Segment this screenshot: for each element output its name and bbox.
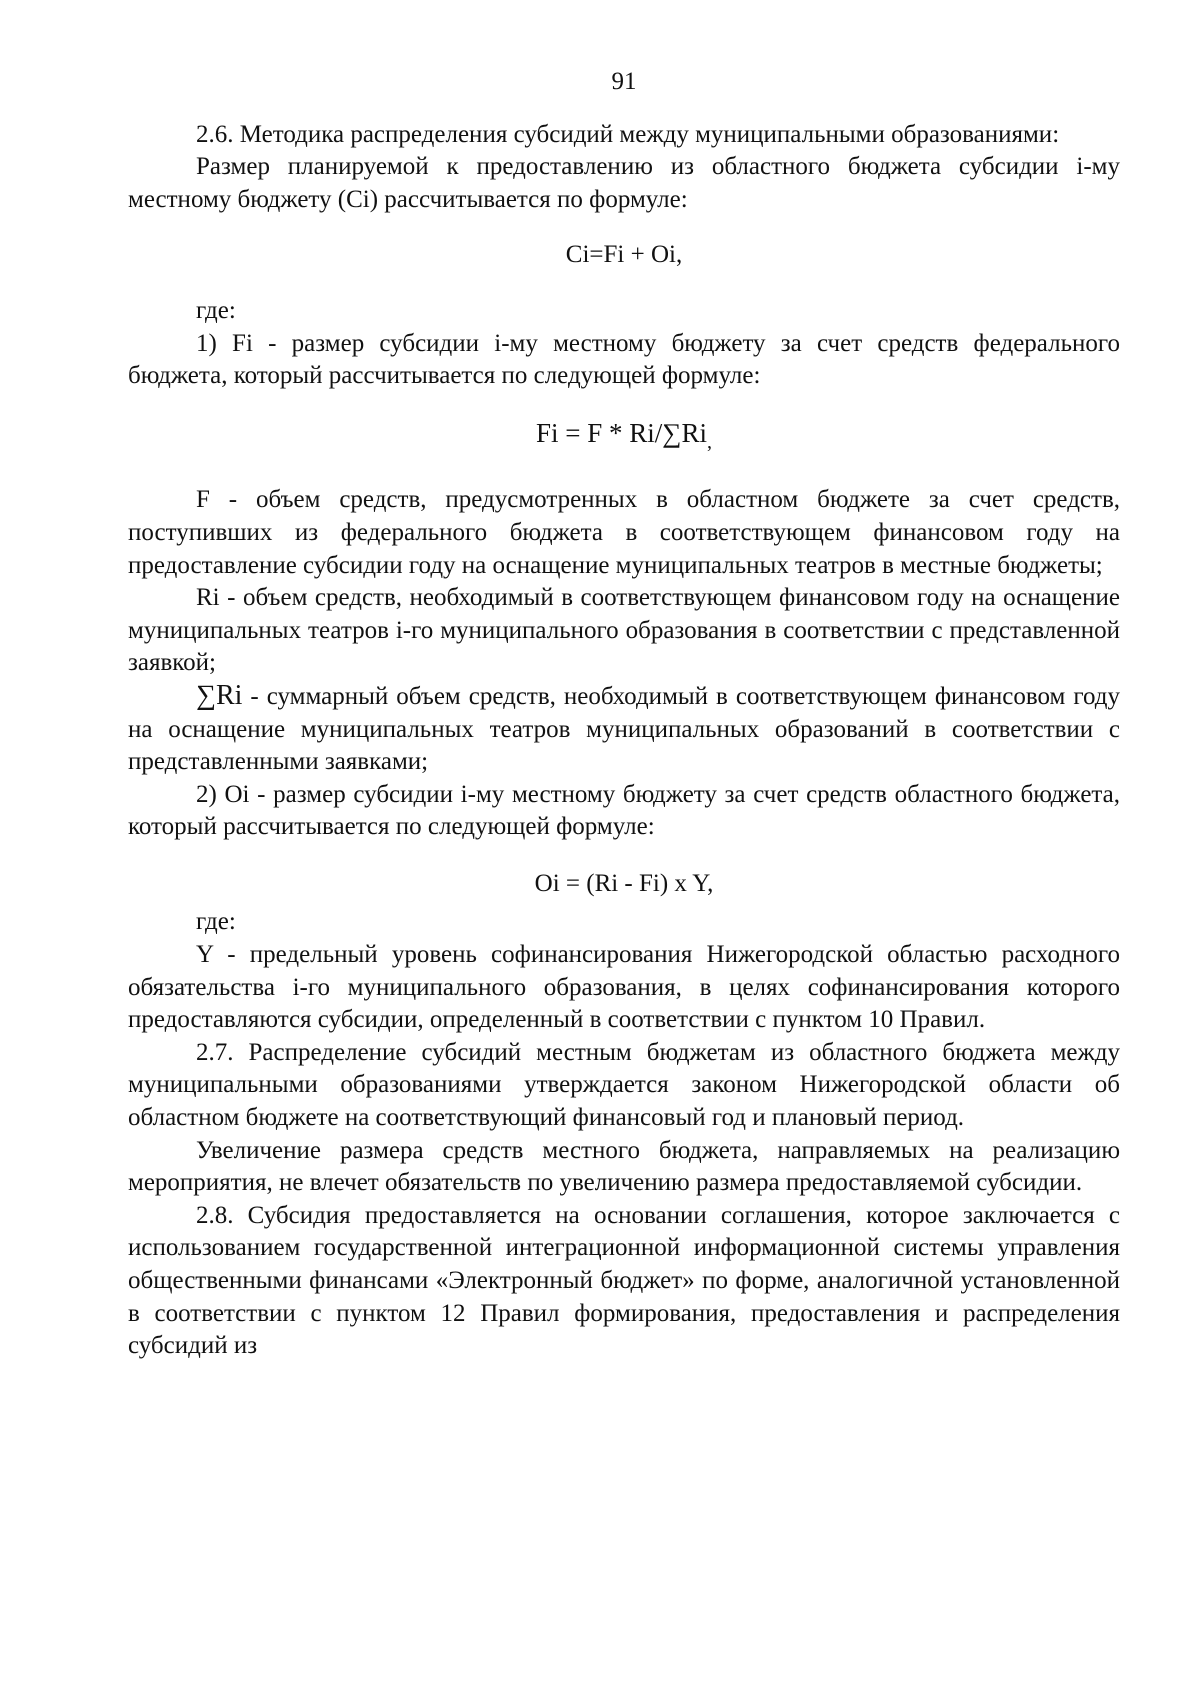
definition-y: Y - предельный уровень софинансирования Нижегородской областью расходного обязательства i-го муниципального образования, в целях софинансирования которого предоставляются субсидии, определенный в соответствии с пунктом 10 Правил. [128, 941, 1120, 1034]
formula-fi-comma: , [707, 430, 713, 453]
formula-fi-lhs: Fi = F * Ri/ [535, 417, 663, 448]
document-page [128, 66, 1120, 1363]
page-number: 91 [611, 68, 637, 95]
formula-ci: Ci=Fi + Oi, [565, 241, 683, 269]
sum-ri-symbol: ∑Ri [196, 679, 243, 711]
item-1-fi: 1) Fi - размер субсидии i-му местному бюджету за счет средств федерального бюджета, который рассчитывается по следующей формуле: [128, 329, 1120, 390]
section-2-8: 2.8. Субсидия предоставляется на основании соглашения, которое заключается с использованием государственной интеграционной информационной системы управления общественными финансами «Электронный бюджет» по форме, аналогичной установленной в соответствии с пунктом 12 Правил формирования, предоставления и распределения субсидий из [128, 1201, 1120, 1360]
sum-ri-text: - суммарный объем средств, необходимый в соответствующем финансовом году на оснащение муниципальных театров муниципальных образований в соответствии с представленными заявками; [128, 682, 1120, 776]
section-2-6-heading: 2.6. Методика распределения субсидий между муниципальными образованиями: [196, 120, 1060, 148]
definition-f: F - объем средств, предусмотренных в областном бюджете за счет средств, поступивших из федерального бюджета в соответствующем финансовом году на предоставление субсидии году на оснащение муниципальных театров в местные бюджеты; [128, 486, 1120, 579]
definition-ri: Ri - объем средств, необходимый в соответствующем финансовом году на оснащение муниципальных театров i-го муниципального образования в соответствии с представленной заявкой; [128, 584, 1120, 677]
where-label-1: где: [196, 296, 236, 324]
formula-oi: Oi = (Ri - Fi) x Y, [534, 869, 714, 897]
formula-fi [128, 393, 1120, 485]
increase-paragraph: Увеличение размера средств местного бюджета, направляемых на реализацию мероприятия, не влечет обязательств по увеличению размера предоставляемой субсидии. [128, 1136, 1120, 1197]
definition-sum-ri [128, 680, 1120, 779]
item-2-oi: 2) Oi - размер субсидии i-му местному бюджету за счет средств областного бюджета, который рассчитывается по следующей формуле: [128, 780, 1120, 841]
section-2-7: 2.7. Распределение субсидий местным бюджетам из областного бюджета между муниципальными образованиями утверждается законом Нижегородской области об областном бюджете на соответствующий финансовый год и плановый период. [128, 1038, 1120, 1132]
sigma-symbol: ∑ [662, 417, 682, 448]
section-2-6-intro: Размер планируемой к предоставлению из областного бюджета субсидии i-му местному бюджету (Ci) рассчитывается по формуле: [128, 153, 1120, 213]
where-label-2: где: [196, 908, 236, 936]
formula-fi-ri: Ri [681, 417, 708, 448]
